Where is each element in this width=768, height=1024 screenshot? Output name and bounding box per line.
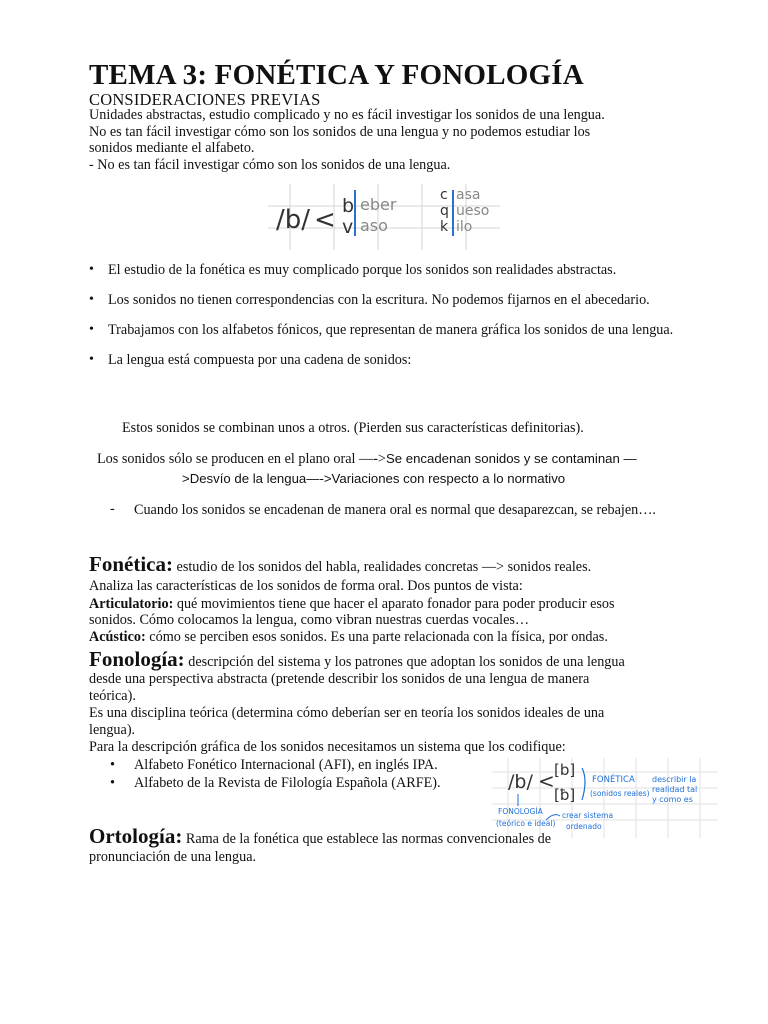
list-item: • El estudio de la fonética es muy complicado porque los sonidos son realidades abstractas. (89, 260, 689, 280)
intro-line-3: sonidos mediante el alfabeto. (89, 140, 255, 156)
fig2-fonologia-label: FONOLOGÍA (498, 807, 543, 816)
fig1-letter-v: v (342, 216, 354, 238)
fonologia-heading: Fonología: (89, 647, 185, 671)
phonetics-phonology-figure (492, 758, 718, 838)
fig1-letter-b: b (342, 195, 355, 217)
ortologia-def: Rama de la fonética que establece las normas convencionales de (182, 831, 552, 847)
fig2-describir: describir la realidad tal y como es (652, 775, 698, 804)
fonologia-def: descripción del sistema y los patrones que adoptan los sonidos de una lengua (184, 654, 625, 670)
fig1-letter-k: k (440, 219, 449, 235)
fig2-less-than: < (538, 769, 555, 793)
fig1-word-aso: aso (360, 216, 388, 235)
ortologia-line-2: pronunciación de una lengua. (89, 849, 257, 865)
articulatorio-text: qué movimientos tiene que hacer el aparato fonador para poder producir esos (173, 596, 615, 612)
fig1-letter-q: q (440, 203, 449, 219)
fig2-sonidos-reales: (sonidos reales) (590, 789, 650, 798)
fonologia-line-3: teórica). (89, 688, 136, 704)
dash-item-text: Cuando los sonidos se encadenan de manera oral es normal que desaparezcan, se rebajen…. (134, 502, 656, 518)
intro-line-1: Unidades abstractas, estudio complicado y no es fácil investigar los sonidos de una lengua. (89, 107, 605, 123)
intro-line-2: No es tan fácil investigar cómo son los sonidos de una lengua y no podemos estudiar los (89, 124, 591, 140)
section-subtitle: CONSIDERACIONES PREVIAS (89, 90, 321, 109)
fig2-allophone-b: [b] (554, 761, 576, 779)
alphabet-list (110, 756, 441, 792)
acustico-line (89, 630, 608, 645)
fig1-letter-c: c (440, 187, 448, 203)
fig1-word-ueso: ueso (456, 203, 490, 219)
fig2-allophone-fricative: [ƀ] (554, 786, 576, 804)
fig1-less-than: < (314, 205, 336, 235)
articulatorio-line-2: sonidos. Cómo colocamos la lengua, como vibran nuestras cuerdas vocales… (89, 612, 530, 628)
fig1-word-eber: eber (360, 195, 397, 214)
fig2-teorico: (teórico e ideal) (496, 819, 556, 828)
list-item: • La lengua está compuesta por una cadena de sonidos: (89, 350, 689, 370)
oral-line-1-serif: Los sonidos sólo se producen en el plano oral —-> (97, 451, 386, 467)
list-item: • Trabajamos con los alfabetos fónicos, que representan de manera gráfica los sonidos de una lengua. (89, 320, 689, 340)
fonetica-def: estudio de los sonidos del habla, realidades concretas —> sonidos reales. (172, 559, 592, 575)
page-title: TEMA 3: FONÉTICA Y FONOLOGÍA (89, 59, 584, 91)
list-item: • Alfabeto Fonético Internacional (AFI), en inglés IPA. (110, 756, 441, 774)
fig2-phoneme: /b/ (508, 771, 533, 793)
ortologia-heading: Ortología: (89, 824, 183, 848)
fig1-phoneme: /b/ (276, 205, 311, 235)
fig2-fonetica-label: FONÉTICA (592, 775, 635, 785)
dash-mark: - (110, 501, 115, 517)
main-bullet-list (89, 260, 689, 370)
fig1-word-ilo: ilo (456, 219, 473, 235)
fonologia-line-6: Para la descripción gráfica de los sonidos necesitamos un sistema que los codifique: (89, 739, 566, 755)
fonologia-line-5: lengua). (89, 722, 136, 738)
oral-line-2: >Desvío de la lengua—->Variaciones con respecto a lo normativo (182, 471, 566, 486)
fonologia-line-4: Es una disciplina teórica (determina cómo deberían ser en teoría los sonidos ideales de una (89, 705, 605, 721)
phoneme-letters-figure (268, 184, 500, 250)
ortologia-definition (89, 824, 552, 848)
oral-line-1-sans: Se encadenan sonidos y se contaminan — (385, 451, 637, 466)
fonetica-line-2: Analiza las características de los sonidos de forma oral. Dos puntos de vista: (89, 578, 523, 594)
fonologia-definition (89, 647, 625, 671)
combine-line: Estos sonidos se combinan unos a otros. (Pierden sus características definitorias). (122, 420, 584, 436)
fonologia-line-2: desde una perspectiva abstracta (pretende describir los sonidos de una lengua de manera (89, 671, 590, 687)
list-item: • Los sonidos no tienen correspondencias con la escritura. No podemos fijarnos en el abecedario. (89, 290, 689, 310)
articulatorio-label: Articulatorio: (89, 596, 174, 612)
fig2-crear: crear sistema ordenado (562, 811, 614, 831)
acustico-text: cómo se perciben esos sonidos. Es una parte relacionada con la física, por ondas. (145, 629, 608, 645)
oral-line-1 (97, 451, 637, 468)
intro-line-4: - No es tan fácil investigar cómo son los sonidos de una lengua. (89, 157, 451, 173)
acustico-label: Acústico: (89, 629, 146, 645)
fig1-word-asa: asa (456, 187, 481, 203)
fonetica-heading: Fonética: (89, 552, 173, 576)
list-item: • Alfabeto de la Revista de Filología Española (ARFE). (110, 774, 441, 792)
articulatorio-line (89, 597, 615, 612)
fonetica-definition (89, 552, 592, 576)
